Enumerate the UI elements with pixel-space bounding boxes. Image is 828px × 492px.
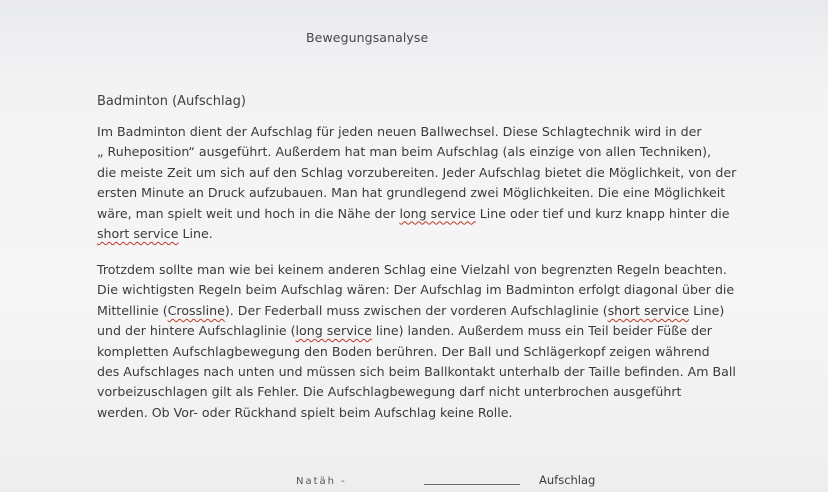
spellcheck-mark: Crossline [167,302,225,318]
paragraph-2 [97,260,737,423]
paragraph-2-line: werden. Ob Vor- oder Rückhand spielt beim Aufschlag keine Rolle. [97,404,513,420]
paragraph-1-line: Im Badminton dient der Aufschlag für jeden neuen Ballwechsel. Diese Schlagtechnik wird in der [97,124,702,139]
paragraph-2-line: kompletten Aufschlagbewegung den Boden berühren. Der Ball und Schlägerkopf zeigen während [97,343,710,359]
paragraph-1-line: die meiste Zeit um sich auf den Schlag vorzubereiten. Jeder Aufschlag bietet die Möglichkeit, von der [97,164,737,180]
paragraph-2-line: Mittellinie (Crossline). Der Federball muss zwischen der vorderen Aufschlaglinie (short service Line) [97,302,725,318]
paragraph-1 [97,122,737,244]
paragraph-2-line: Trotzdem sollte man wie bei keinem anderen Schlag eine Vielzahl von begrenzten Regeln beachten. [97,262,727,277]
paragraph-2-line: und der hintere Aufschlaglinie (long service line) landen. Außerdem muss ein Teil beider Füße der [97,323,712,339]
paragraph-2-line: vorbeizuschlagen gilt als Fehler. Die Aufschlagbewegung darf nicht unterbrochen ausgeführt [97,384,682,400]
spellcheck-mark: long service [295,323,372,339]
paragraph-1-line: „ Ruheposition“ ausgeführt. Außerdem hat man beim Aufschlag (als einzige von allen Techniken), [97,144,712,160]
footer-divider [424,484,520,485]
paragraph-2-line: Die wichtigsten Regeln beim Aufschlag wären: Der Aufschlag im Badminton erfolgt diagonal über die [97,282,735,298]
spellcheck-mark: long service [399,205,476,221]
footer-label: Aufschlag [539,473,596,487]
paragraph-1-line: wäre, man spielt weit und hoch in die Nähe der long service Line oder tief und kurz knapp hinter die [97,205,730,221]
paragraph-1-line: ersten Minute an Druck aufzubauen. Man hat grundlegend zwei Möglichkeiten. Die eine Möglichkeit [97,185,726,201]
paragraph-1-line: short service Line. [97,226,213,242]
paragraph-2-line: des Aufschlages nach unten und müssen sich beim Ballkontakt unterhalb der Taille befinden. Am Ball [97,364,736,380]
section-heading: Badminton (Aufschlag) [97,94,246,109]
spellcheck-mark: short service [97,226,179,242]
footer-fragment: Natäh - [296,476,347,487]
spellcheck-mark: short service [607,302,690,318]
header-title: Bewegungsanalyse [306,30,429,45]
